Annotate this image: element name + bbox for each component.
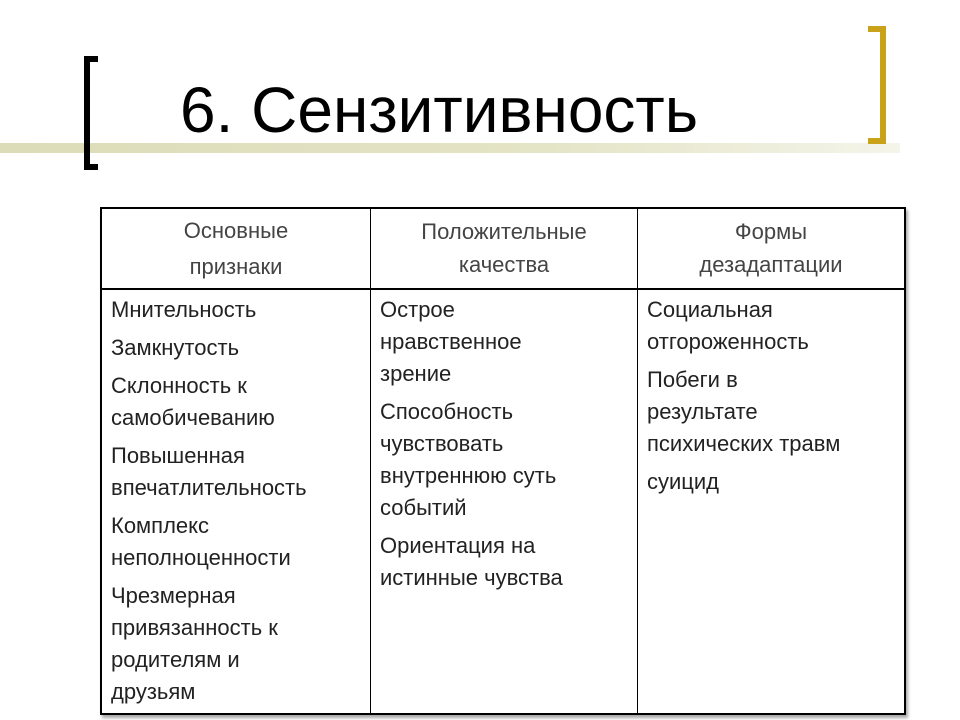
traits-table: [100, 207, 906, 715]
list-item-line: нравственное: [380, 329, 522, 354]
list-item-line: друзьям: [111, 679, 196, 704]
list-item-line: Повышенная: [111, 443, 245, 468]
header-cell-main-traits: [102, 209, 370, 288]
list-item: [380, 396, 631, 524]
list-item-line: результате: [647, 399, 758, 424]
list-item-line: психических травм: [647, 431, 841, 456]
list-item-line: Острое: [380, 297, 455, 322]
list-item-line: отгороженность: [647, 329, 809, 354]
list-item: [111, 370, 364, 434]
list-item: [111, 580, 364, 708]
list-item-line: внутреннюю суть: [380, 463, 557, 488]
list-item-line: Побеги в: [647, 367, 738, 392]
list-item-line: Мнительность: [111, 297, 257, 322]
list-item-line: истинные чувства: [380, 565, 563, 590]
list-item-line: зрение: [380, 361, 452, 386]
list-item-line: самобичеванию: [111, 405, 275, 430]
list-item-line: Ориентация на: [380, 533, 536, 558]
list-item-line: родителям и: [111, 647, 240, 672]
table-header-row: [102, 209, 904, 290]
body-cell-main-traits: [102, 290, 370, 713]
right-bracket-decoration: [868, 26, 886, 144]
body-cell-maladaptation-forms: [637, 290, 904, 713]
header-cell-maladaptation-forms: [637, 209, 904, 288]
header-cell-line: Положительные: [421, 219, 587, 244]
list-item: [647, 466, 898, 498]
header-cell-line: качества: [458, 252, 550, 277]
list-item-line: суицид: [647, 469, 720, 494]
list-item-line: Замкнутость: [111, 335, 240, 360]
list-item: [111, 294, 364, 326]
list-item: [647, 294, 898, 358]
list-item: [111, 332, 364, 364]
list-item-line: чувствовать: [380, 431, 504, 456]
slide-title: 6. Сензитивность: [180, 74, 699, 146]
header-cell-line: Формы: [734, 219, 808, 244]
list-item-line: Склонность к: [111, 373, 247, 398]
header-cell-positive-qualities: [370, 209, 637, 288]
list-item-line: привязанность к: [111, 615, 278, 640]
list-item: [380, 294, 631, 390]
list-item-line: Способность: [380, 399, 514, 424]
list-item-line: Комплекс: [111, 513, 210, 538]
body-cell-positive-qualities: [370, 290, 637, 713]
list-item-line: событий: [380, 495, 467, 520]
header-cell-line: дезадаптации: [699, 252, 843, 277]
header-cell-line: признаки: [189, 254, 283, 279]
list-item-line: впечатлительность: [111, 475, 307, 500]
table-body-row: [102, 290, 904, 713]
list-item-line: Социальная: [647, 297, 773, 322]
list-item: [647, 364, 898, 460]
list-item-line: неполноценности: [111, 545, 291, 570]
list-item: [111, 510, 364, 574]
list-item-line: Чрезмерная: [111, 583, 236, 608]
list-item: [111, 440, 364, 504]
header-cell-line: Основные: [183, 218, 289, 243]
left-bracket-decoration: [84, 56, 98, 170]
list-item: [380, 530, 631, 594]
